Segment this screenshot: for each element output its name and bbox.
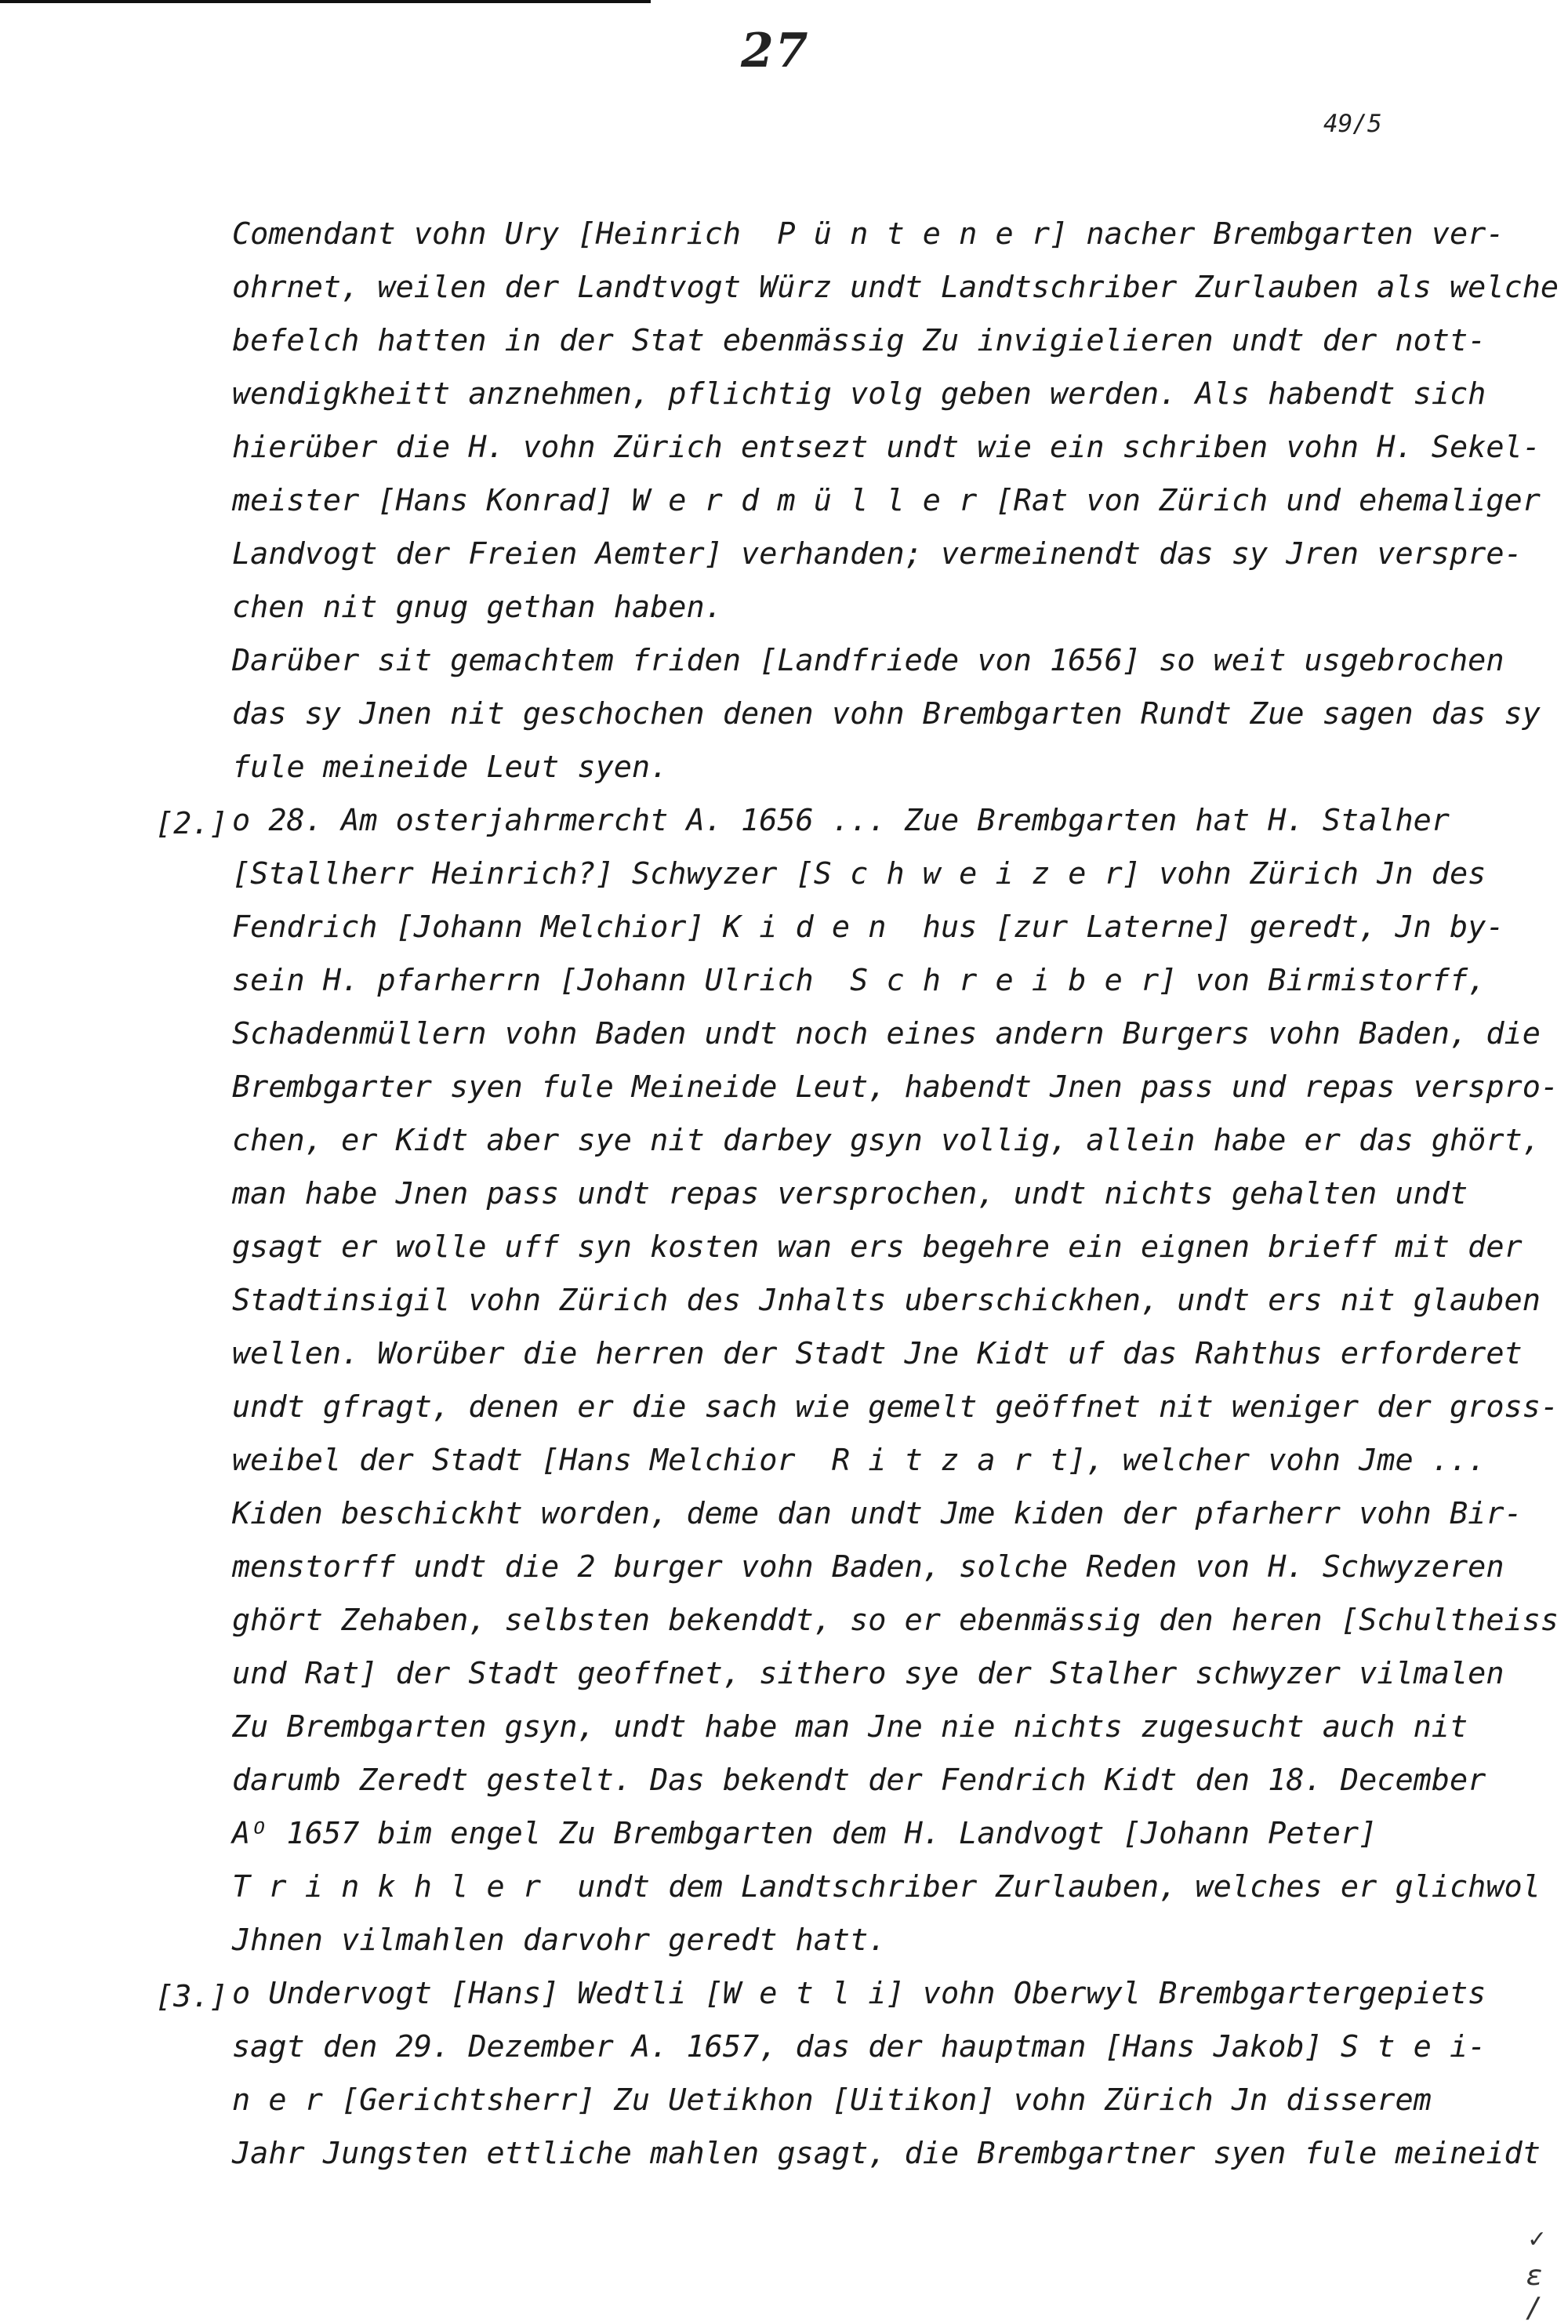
text-line: Fendrich [Johann Melchior] K i d e n hus [zur Laterne] geredt, Jn by- <box>232 910 1504 945</box>
text-line: o 28. Am osterjahrmercht A. 1656 ... Zue Brembgarten hat H. Stalher <box>232 803 1450 838</box>
text-line: wendigkheitt anznehmen, pflichtig volg geben werden. Als habendt sich <box>232 376 1486 412</box>
text-line: ohrnet, weilen der Landtvogt Würz undt Landtschriber Zurlauben als welche <box>232 270 1559 305</box>
text-line: Aᴼ 1657 bim engel Zu Brembgarten dem H. Landvogt [Johann Peter] <box>232 1816 1377 1851</box>
text-line: chen nit gnug gethan haben. <box>232 590 723 625</box>
text-line: Kiden beschickht worden, deme dan undt Jme kiden der pfarherr vohn Bir- <box>232 1496 1523 1531</box>
text-line: befelch hatten in der Stat ebenmässig Zu invigielieren undt der nott- <box>232 323 1486 358</box>
text-line: T r i n k h l e r undt dem Landtschriber Zurlauben, welches er glichwol <box>232 1869 1541 1905</box>
check-mark: ✓ <box>1529 2223 1545 2254</box>
text-line: fule meineide Leut syen. <box>232 750 669 785</box>
handwritten-mark: ɛ / <box>1526 2260 1543 2324</box>
text-line: Jhnen vilmahlen darvohr geredt hatt. <box>232 1923 887 1958</box>
text-line: wellen. Worüber die herren der Stadt Jne Kidt uf das Rahthus erforderet <box>232 1336 1523 1371</box>
text-line: sein H. pfarherrn [Johann Ulrich S c h r e i b e r] von Birmistorff, <box>232 963 1486 998</box>
archive-signature: 49/5 <box>1323 110 1382 138</box>
text-line: chen, er Kidt aber sye nit darbey gsyn vollig, allein habe er das ghört, <box>232 1123 1541 1158</box>
text-line: [Stallherr Heinrich?] Schwyzer [S c h w e i z e r] vohn Zürich Jn des <box>232 856 1486 891</box>
text-line: Brembgarter syen fule Meineide Leut, habendt Jnen pass und repas verspro- <box>232 1069 1559 1105</box>
section-marker-3: [3.] <box>155 1979 228 2014</box>
text-line: n e r [Gerichtsherr] Zu Uetikhon [Uitikon] vohn Zürich Jn disserem <box>232 2083 1432 2118</box>
top-rule <box>0 0 651 3</box>
text-line: Landvogt der Freien Aemter] verhanden; vermeinendt das sy Jren verspre- <box>232 536 1523 572</box>
text-line: Darüber sit gemachtem friden [Landfriede von 1656] so weit usgebrochen <box>232 643 1504 678</box>
text-line: weibel der Stadt [Hans Melchior R i t z a r t], welcher vohn Jme ... <box>232 1443 1486 1478</box>
text-line: Schadenmüllern vohn Baden undt noch eines andern Burgers vohn Baden, die <box>232 1016 1541 1051</box>
text-line: o Undervogt [Hans] Wedtli [W e t l i] vohn Oberwyl Brembgartergepiets <box>232 1976 1486 2011</box>
text-line: Zu Brembgarten gsyn, undt habe man Jne nie nichts zugesucht auch nit <box>232 1709 1468 1745</box>
text-line: und Rat] der Stadt geoffnet, sithero sye der Stalher schwyzer vilmalen <box>232 1656 1504 1691</box>
text-line: undt gfragt, denen er die sach wie gemelt geöffnet nit weniger der gross- <box>232 1389 1559 1425</box>
text-line: Comendant vohn Ury [Heinrich P ü n t e n e r] nacher Brembgarten ver- <box>232 216 1504 252</box>
text-line: das sy Jnen nit geschochen denen vohn Brembgarten Rundt Zue sagen das sy <box>232 696 1541 732</box>
text-line: ghört Zehaben, selbsten bekenddt, so er ebenmässig den heren [Schultheiss <box>232 1603 1559 1638</box>
text-line: darumb Zeredt gestelt. Das bekendt der Fendrich Kidt den 18. December <box>232 1763 1486 1798</box>
text-line: menstorff undt die 2 burger vohn Baden, solche Reden von H. Schwyzeren <box>232 1549 1504 1585</box>
text-line: meister [Hans Konrad] W e r d m ü l l e r [Rat von Zürich und ehemaliger <box>232 483 1541 518</box>
section-marker-2: [2.] <box>155 806 228 841</box>
text-line: hierüber die H. vohn Zürich entsezt undt wie ein schriben vohn H. Sekel- <box>232 430 1541 465</box>
page-number: 27 <box>741 24 810 78</box>
text-line: man habe Jnen pass undt repas versprochen, undt nichts gehalten undt <box>232 1176 1468 1211</box>
text-line: gsagt er wolle uff syn kosten wan ers begehre ein eignen brieff mit der <box>232 1229 1523 1265</box>
text-line: Jahr Jungsten ettliche mahlen gsagt, die Brembgartner syen fule meineidt <box>232 2136 1541 2171</box>
text-line: sagt den 29. Dezember A. 1657, das der hauptman [Hans Jakob] S t e i- <box>232 2029 1486 2064</box>
text-line: Stadtinsigil vohn Zürich des Jnhalts uberschickhen, undt ers nit glauben <box>232 1283 1541 1318</box>
